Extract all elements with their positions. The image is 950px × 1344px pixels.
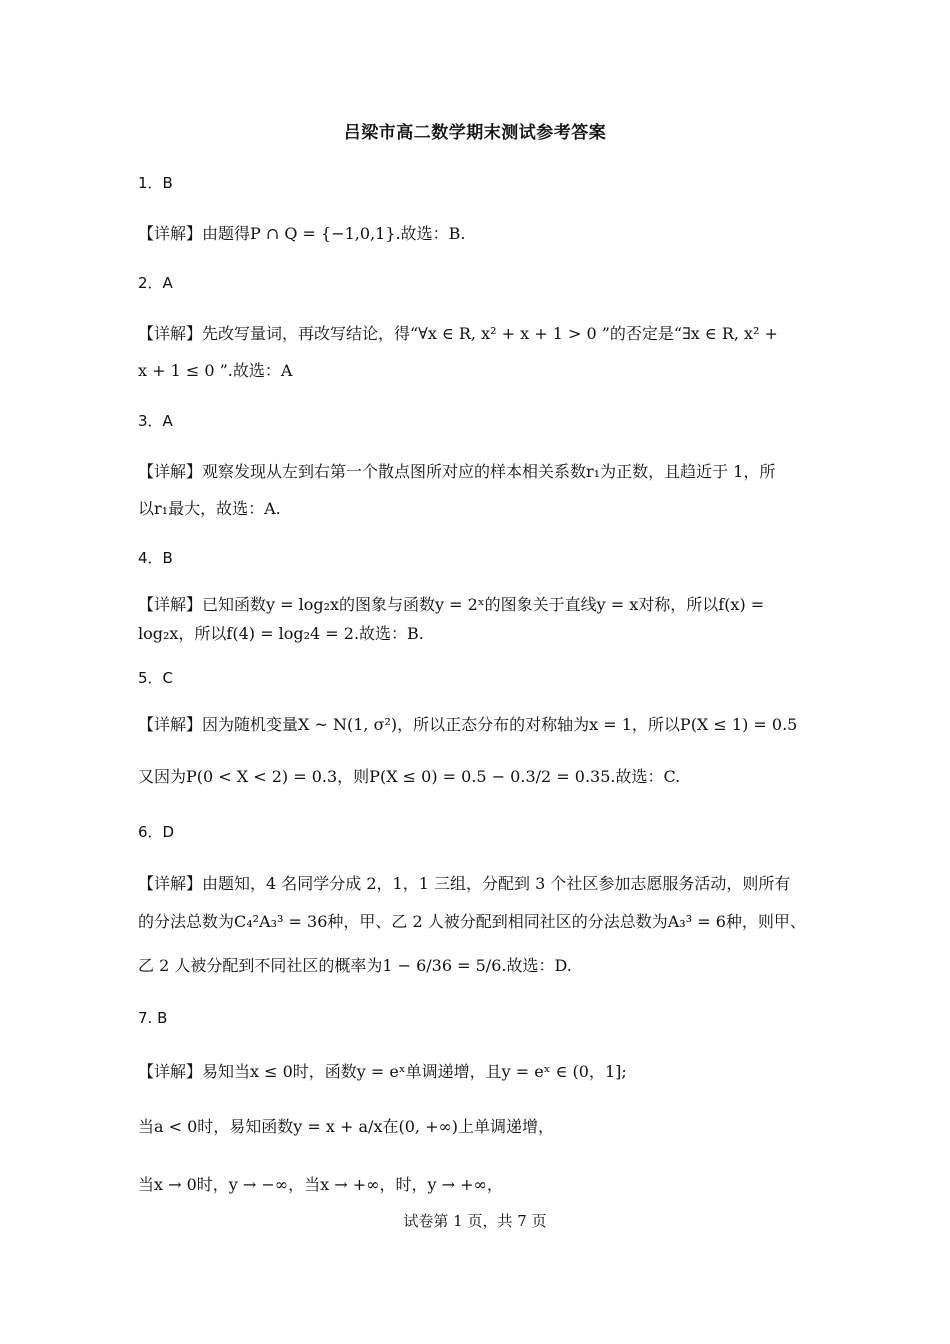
- answer-detail-4-line-2: log₂x，所以f(4) = log₂4 = 2.故选：B.: [138, 624, 424, 643]
- page-title: 吕梁市高二数学期末测试参考答案: [343, 123, 607, 143]
- answer-detail-4-line-1: 【详解】已知函数y = log₂x的图象与函数y = 2ˣ的图象关于直线y = x对称，所以f(x) =: [138, 595, 765, 614]
- answer-detail-1: 【详解】由题得P ∩ Q = {−1,0,1}.故选：B.: [138, 224, 466, 243]
- answer-detail-2-line-1: 【详解】先改写量词，再改写结论，得“∀x ∈ R, x² + x + 1 > 0 ”的否定是“∃x ∈ R, x² +: [138, 324, 778, 343]
- answer-detail-6-line-3: 乙 2 人被分配到不同社区的概率为1 − 6/36 = 5/6.故选：D.: [138, 956, 572, 975]
- answer-detail-5-line-2: 又因为P(0 < X < 2) = 0.3，则P(X ≤ 0) = 0.5 − 0.3/2 = 0.35.故选：C.: [138, 767, 681, 786]
- question-number-2: 2．A: [138, 274, 173, 292]
- answer-detail-3-line-1: 【详解】观察发现从左到右第一个散点图所对应的样本相关系数r₁为正数，且趋近于 1，所: [138, 462, 776, 481]
- page-footer: 试卷第 1 页，共 7 页: [403, 1212, 547, 1230]
- answer-detail-2-line-2: x + 1 ≤ 0 ”.故选：A: [138, 361, 293, 380]
- question-number-7: 7. B: [138, 1009, 168, 1027]
- answer-detail-5-line-1: 【详解】因为随机变量X ~ N(1, σ²)，所以正态分布的对称轴为x = 1，所以P(X ≤ 1) = 0.5: [138, 715, 798, 734]
- question-number-5: 5．C: [138, 669, 174, 687]
- answer-detail-6-line-1: 【详解】由题知，4 名同学分成 2，1，1 三组，分配到 3 个社区参加志愿服务活动，则所有: [138, 874, 791, 893]
- question-number-1: 1．B: [138, 174, 173, 192]
- answer-detail-7-line-3: 当x → 0时，y → −∞，当x → +∞，时，y → +∞，: [138, 1175, 503, 1194]
- answer-detail-7-line-2: 当a < 0时，易知函数y = x + a/x在(0, +∞)上单调递增，: [138, 1117, 555, 1136]
- question-number-3: 3．A: [138, 412, 173, 430]
- question-number-4: 4．B: [138, 549, 173, 567]
- answer-detail-6-line-2: 的分法总数为C₄²A₃³ = 36种，甲、乙 2 人被分配到相同社区的分法总数为A₃³ = 6种，则甲、: [138, 912, 806, 931]
- answer-detail-7-line-1: 【详解】易知当x ≤ 0时，函数y = eˣ单调递增，且y = eˣ ∈ (0，1];: [138, 1062, 627, 1081]
- answer-detail-3-line-2: 以r₁最大，故选：A.: [138, 499, 281, 518]
- question-number-6: 6．D: [138, 823, 175, 841]
